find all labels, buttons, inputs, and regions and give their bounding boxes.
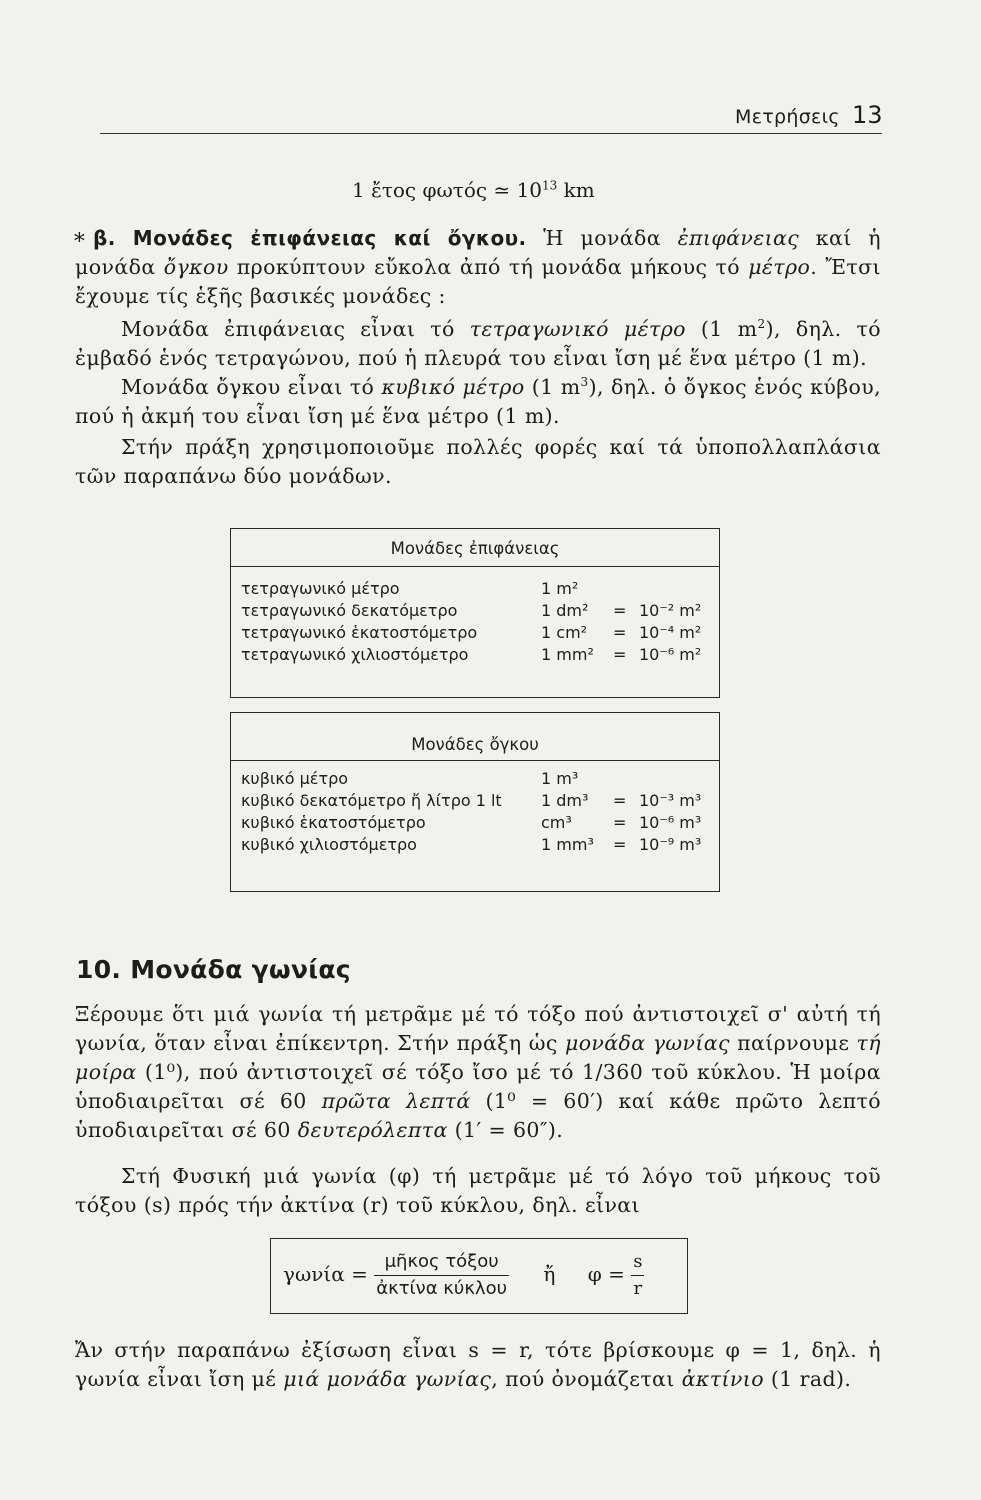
italic-term: μέτρο [748, 255, 811, 279]
row-value: 1 dm³ [541, 791, 589, 810]
text-run: (1′ = 60″). [447, 1118, 564, 1142]
italic-term: πρῶτα λεπτά [321, 1089, 471, 1113]
row-name: κυβικό ἑκατοστόμετρο [241, 813, 426, 832]
formula-fraction [374, 1249, 509, 1302]
text-run: καί ἡ μονάδα [75, 226, 881, 279]
volume-units-table [230, 712, 720, 892]
italic-term: δευτερόλεπτα [297, 1118, 448, 1142]
italic-term: ἐπιφάνειας [677, 226, 800, 250]
formula-lhs-phi: φ = [587, 1262, 625, 1286]
table-row [231, 622, 719, 644]
table-row [231, 768, 719, 790]
text-run: ), δηλ. ὁ ὄγκος ἑνός κύβου, πού ἡ ἀκμή του εἶναι ἴση μέ ἕνα μέτρο (1 m). [75, 375, 881, 428]
text-run: , πού ὀνομάζεται [491, 1367, 682, 1391]
text-run: ), δηλ. τό ἐμβαδό ἑνός τετραγώνου, πού ἡ πλευρά του εἶναι ἴση μέ ἕνα μέτρο (1 m). [75, 317, 881, 370]
header-rule [100, 133, 882, 134]
volume-unit-paragraph [75, 373, 881, 431]
row-equals: = [613, 835, 627, 854]
formula-box [270, 1238, 688, 1314]
table-row [231, 600, 719, 622]
running-title: Μετρήσεις [735, 106, 840, 128]
row-result: 10⁻² m² [639, 601, 702, 620]
light-year-exponent: 13 [542, 178, 558, 193]
row-name: τετραγωνικό μέτρο [241, 579, 400, 598]
table-row [231, 812, 719, 834]
row-result: 10⁻⁹ m³ [639, 835, 702, 854]
row-result: 10⁻⁶ m² [639, 645, 702, 664]
text-run: Ἡ μονάδα [543, 226, 678, 250]
row-value: 1 mm³ [541, 835, 594, 854]
table-row [231, 644, 719, 666]
row-name: κυβικό δεκατόμετρο ἤ λίτρο 1 lt [241, 791, 502, 810]
text-run: . Ἔτσι ἔχουμε τίς ἑξῆς βασικές μονάδες : [75, 255, 881, 308]
radian-definition-paragraph: Στή Φυσική μιά γωνία (φ) τή μετρᾶμε μέ τό λόγο τοῦ μήκους τοῦ τόξου (s) πρός τήν ἀκτίνα (r) τοῦ κύκλου, δηλ. εἶναι [75, 1164, 881, 1217]
formula-fraction-sr [631, 1249, 644, 1302]
text-run: (1 m [685, 317, 758, 341]
table-divider [231, 760, 719, 761]
row-value: 1 m² [541, 579, 579, 598]
row-value: cm³ [541, 813, 572, 832]
formula [283, 1249, 644, 1302]
row-value: 1 cm² [541, 623, 588, 642]
volume-table-title: Μονάδες ὄγκου [411, 735, 539, 754]
row-name: κυβικό μέτρο [241, 769, 349, 788]
page-number: 13 [852, 101, 883, 129]
formula-or: ἤ [543, 1262, 556, 1286]
italic-term: ἀκτίνιο [681, 1367, 764, 1391]
row-result: 10⁻⁶ m³ [639, 813, 702, 832]
fraction-denominator: ἀκτίνα κύκλου [376, 1278, 508, 1299]
row-equals: = [613, 791, 627, 810]
light-year-left: 1 ἔτος φωτός ≃ 10 [352, 178, 543, 202]
row-equals: = [613, 601, 627, 620]
section-marker-icon: ∗ [72, 225, 88, 250]
superscript: 2 [757, 317, 766, 332]
formula-lhs: γωνία = [283, 1262, 368, 1286]
table-row [231, 834, 719, 856]
surface-unit-paragraph [75, 315, 881, 373]
text-run: (1 rad). [763, 1367, 852, 1391]
italic-term: μονάδα γωνίας [564, 1031, 730, 1055]
surface-table-title: Μονάδες ἐπιφάνειας [390, 539, 560, 558]
text-run: Μονάδα ἐπιφάνειας εἶναι τό [121, 317, 470, 341]
italic-term: τή μοίρα [75, 1031, 881, 1084]
section-10-title: 10. Μονάδα γωνίας [76, 955, 351, 984]
text-run: προκύπτουν εὔκολα ἀπό τή μονάδα μήκους τό [228, 255, 749, 279]
table-row [231, 790, 719, 812]
row-value: 1 dm² [541, 601, 589, 620]
radian-conclusion-paragraph [75, 1336, 881, 1394]
text-run: Μονάδα ὄγκου εἶναι τό [121, 375, 382, 399]
row-value: 1 mm² [541, 645, 594, 664]
table-divider [231, 566, 719, 567]
table-row [231, 578, 719, 600]
fraction-numerator: s [631, 1249, 644, 1276]
surface-units-table [230, 528, 720, 698]
row-name: τετραγωνικό ἑκατοστόμετρο [241, 623, 478, 642]
volume-table-rows [231, 768, 719, 856]
fraction-numerator: μῆκος τόξου [374, 1249, 509, 1276]
text-run: (1 m [524, 375, 581, 399]
row-equals: = [613, 813, 627, 832]
light-year-equation [352, 178, 595, 202]
superscript: 3 [580, 375, 589, 390]
submultiples-paragraph: Στήν πράξη χρησιμοποιοῦμε πολλές φορές καί τά ὑποπολλαπλάσια τῶν παραπάνω δύο μονάδων. [75, 435, 881, 488]
row-result: 10⁻³ m³ [639, 791, 702, 810]
section-b-intro [72, 224, 881, 311]
text-run: Ἄν στήν παραπάνω ἐξίσωση εἶναι s = r, τότε βρίσκουμε φ = 1, δηλ. ἡ γωνία εἶναι ἴση μέ [75, 1338, 881, 1391]
fraction-denominator: r [633, 1278, 643, 1299]
row-equals: = [613, 645, 627, 664]
italic-term: κυβικό μέτρο [381, 375, 525, 399]
italic-term: τετραγωνικό μέτρο [469, 317, 686, 341]
text-run: (1⁰), πού ἀντιστοιχεῖ σέ τόξο ἴσο μέ τό 1/360 τοῦ κύκλου. Ἡ μοίρα ὑποδιαιρεῖται σέ 60 [75, 1060, 881, 1113]
row-value: 1 m³ [541, 769, 579, 788]
row-equals: = [613, 623, 627, 642]
row-name: τετραγωνικό δεκατόμετρο [241, 601, 458, 620]
text-run: Ξέρουμε ὅτι μιά γωνία τή μετρᾶμε μέ τό τόξο πού ἀντιστοιχεῖ σ' αὐτή τή γωνία, ὅταν εἶναι ἐπίκεντρη. Στήν πράξη ὡς [75, 1002, 881, 1055]
italic-term: μιά μονάδα γωνίας [283, 1367, 492, 1391]
row-name: κυβικό χιλιοστόμετρο [241, 835, 417, 854]
surface-table-rows [231, 578, 719, 666]
row-name: τετραγωνικό χιλιοστόμετρο [241, 645, 469, 664]
light-year-unit: km [557, 178, 595, 202]
italic-term: ὄγκου [163, 255, 229, 279]
section-b-title: β. Μονάδες ἐπιφάνειας καί ὄγκου. [93, 226, 527, 250]
degree-paragraph [75, 1000, 881, 1145]
row-result: 10⁻⁴ m² [639, 623, 702, 642]
text-run: παίρνουμε [729, 1031, 857, 1055]
text-run: (1⁰ = 60′) καί κάθε πρῶτο λεπτό ὑποδιαιρεῖται σέ 60 [75, 1089, 881, 1142]
